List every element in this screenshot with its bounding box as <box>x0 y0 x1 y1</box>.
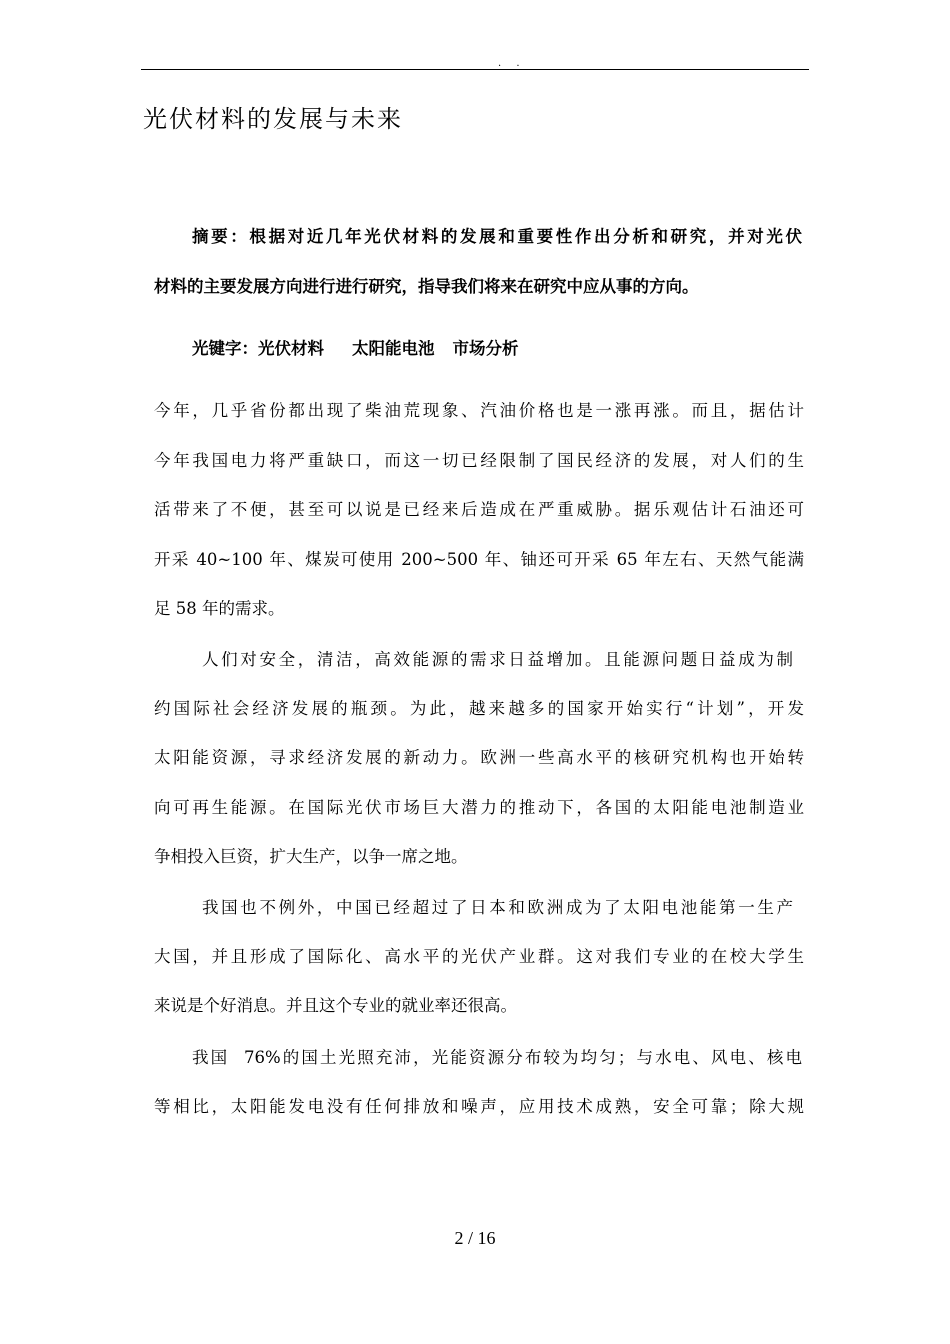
paragraph-4-line-1: 我国 76%的国土光照充沛，光能资源分布较为均匀；与水电、风电、核电 <box>192 1048 802 1067</box>
header-mark: . . <box>498 58 526 69</box>
paragraph-1-line-5: 足 58 年的需求。 <box>154 599 285 618</box>
paragraph-3-line-2: 大国，并且形成了国际化、高水平的光伏产业群。这对我们专业的在校大学生 <box>154 947 804 966</box>
abstract-line-2: 材料的主要发展方向进行进行研究，指导我们将来在研究中应从事的方向。 <box>154 277 699 296</box>
paragraph-1-line-2: 今年我国电力将严重缺口，而这一切已经限制了国民经济的发展，对人们的生 <box>154 451 804 470</box>
keyword-item: 光伏材料 <box>258 339 324 358</box>
paragraph-2-line-5: 争相投入巨资，扩大生产，以争一席之地。 <box>154 847 468 866</box>
document-title: 光伏材料的发展与未来 <box>143 105 403 133</box>
header-rule <box>141 69 809 70</box>
paragraph-2-line-3: 太阳能资源，寻求经济发展的新动力。欧洲一些高水平的核研究机构也开始转 <box>154 748 804 767</box>
keywords-label: 光键字： <box>192 339 258 358</box>
paragraph-4-line-2: 等相比，太阳能发电没有任何排放和噪声，应用技术成熟，安全可靠；除大规 <box>154 1097 804 1116</box>
paragraph-1-line-4: 开采 40~100 年、煤炭可使用 200~500 年、铀还可开采 65 年左右、天然气能满 <box>154 550 804 569</box>
paragraph-2-line-1: 人们对安全，清洁，高效能源的需求日益增加。且能源问题日益成为制 <box>202 650 793 669</box>
page-number: 2 / 16 <box>454 1228 496 1248</box>
paragraph-3-line-1: 我国也不例外，中国已经超过了日本和欧洲成为了太阳电池能第一生产 <box>202 898 793 917</box>
paragraph-1-line-1: 今年，几乎省份都出现了柴油荒现象、汽油价格也是一涨再涨。而且，据估计 <box>154 401 804 420</box>
paragraph-1-line-3: 活带来了不便，甚至可以说是已经来后造成在严重威胁。据乐观估计石油还可 <box>154 500 804 519</box>
abstract-line-1: 摘要：根据对近几年光伏材料的发展和重要性作出分析和研究，并对光伏 <box>192 227 802 246</box>
keyword-item: 太阳能电池 <box>352 339 435 358</box>
paragraph-3-line-3: 来说是个好消息。并且这个专业的就业率还很高。 <box>154 996 517 1015</box>
paragraph-2-line-2: 约国际社会经济发展的瓶颈。为此，越来越多的国家开始实行“计划”，开发 <box>154 699 804 718</box>
keyword-item: 市场分析 <box>452 339 519 358</box>
keywords-line <box>192 338 519 360</box>
paragraph-2-line-4: 向可再生能源。在国际光伏市场巨大潜力的推动下，各国的太阳能电池制造业 <box>154 798 804 817</box>
